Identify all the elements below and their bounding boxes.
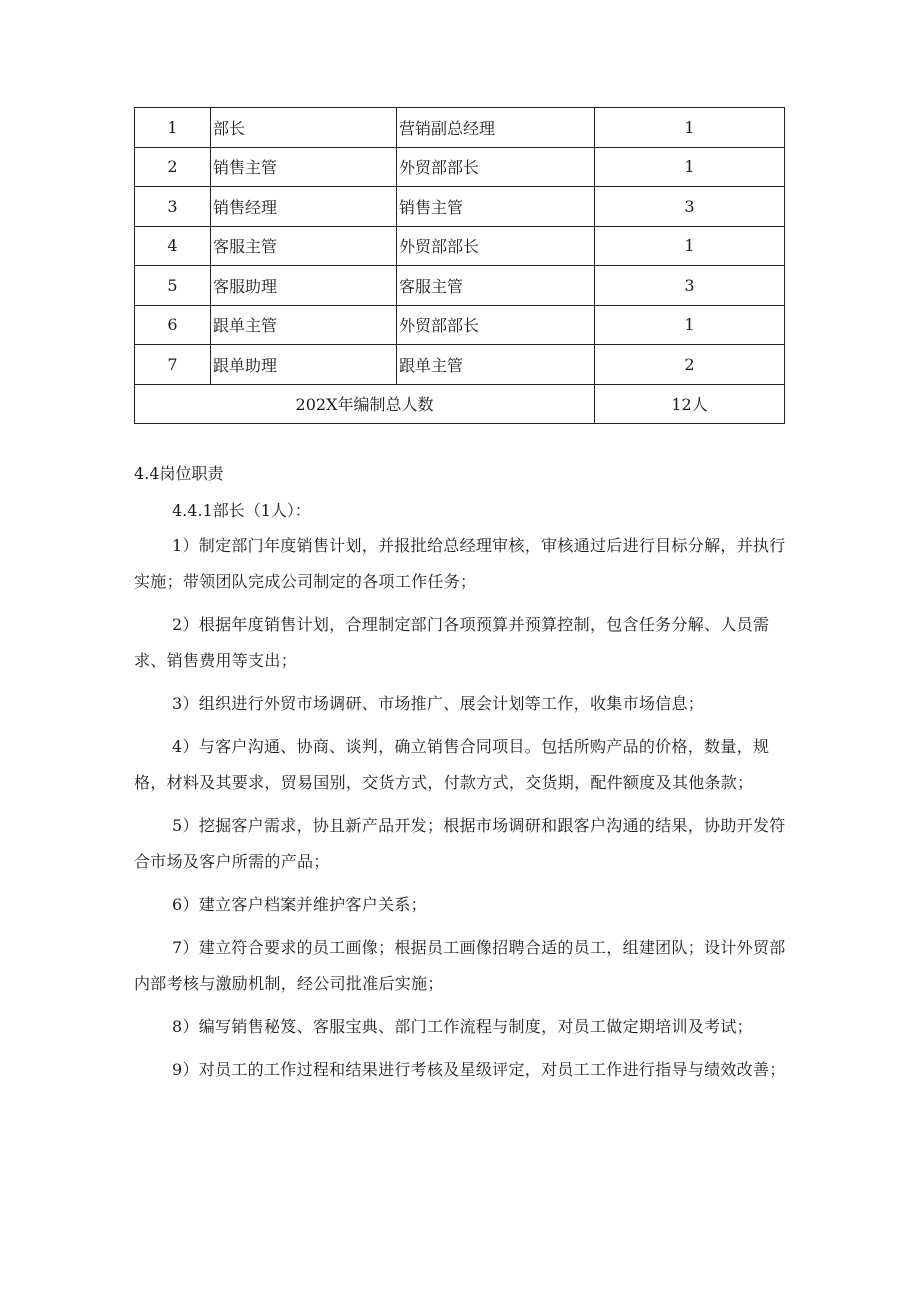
duty-item: 8）编写销售秘笈、客服宝典、部门工作流程与制度，对员工做定期培训及考试； [172,1017,753,1036]
headcount: 1 [595,147,785,187]
duty-item: 5）挖掘客户需求，协且新产品开发；根据市场调研和跟客户沟通的结果，协助开发符合市场及客户所需的产品； [134,816,786,871]
table-row [135,226,785,266]
position-name: 跟单助理 [211,345,397,385]
headcount: 3 [595,187,785,227]
total-value: 12人 [595,384,785,424]
position-name: 客服助理 [211,266,397,306]
headcount: 1 [595,108,785,148]
staffing-table-body [135,108,785,424]
duty-item: 6）建立客户档案并维护客户关系； [172,895,427,914]
supervisor-name: 客服主管 [397,266,595,306]
headcount: 2 [595,345,785,385]
supervisor-name: 外贸部部长 [397,226,595,266]
position-name: 部长 [211,108,397,148]
table-row [135,345,785,385]
duty-item: 4）与客户沟通、协商、谈判，确立销售合同项目。包括所购产品的价格，数量，规格，材料及其要求，贸易国别，交货方式，付款方式，交货期，配件额度及其他条款； [134,737,770,792]
table-row [135,187,785,227]
table-row [135,305,785,345]
staffing-table [134,107,785,424]
subsection-heading: 4.4.1部长（1人）： [172,501,311,520]
duty-item: 9）对员工的工作过程和结果进行考核及星级评定，对员工工作进行指导与绩效改善； [172,1060,786,1079]
row-number: 2 [135,147,211,187]
duty-item: 1）制定部门年度销售计划，并报批给总经理审核，审核通过后进行目标分解，并执行实施；带领团队完成公司制定的各项工作任务； [134,536,786,591]
row-number: 5 [135,266,211,306]
row-number: 6 [135,305,211,345]
row-number: 1 [135,108,211,148]
headcount: 3 [595,266,785,306]
table-row [135,147,785,187]
supervisor-name: 外贸部部长 [397,305,595,345]
duty-item: 3）组织进行外贸市场调研、市场推广、展会计划等工作，收集市场信息； [172,694,705,713]
position-name: 跟单主管 [211,305,397,345]
supervisor-name: 营销副总经理 [397,108,595,148]
total-label: 202X年编制总人数 [135,384,595,424]
section-heading: 4.4岗位职责 [134,464,224,483]
row-number: 4 [135,226,211,266]
duty-list [134,528,789,1095]
supervisor-name: 外贸部部长 [397,147,595,187]
headcount: 1 [595,226,785,266]
table-row [135,108,785,148]
position-name: 客服主管 [211,226,397,266]
headcount: 1 [595,305,785,345]
position-name: 销售主管 [211,147,397,187]
supervisor-name: 销售主管 [397,187,595,227]
table-row [135,266,785,306]
row-number: 3 [135,187,211,227]
position-name: 销售经理 [211,187,397,227]
table-total-row [135,384,785,424]
supervisor-name: 跟单主管 [397,345,595,385]
duty-item: 7）建立符合要求的员工画像；根据员工画像招聘合适的员工，组建团队；设计外贸部内部考核与激励机制，经公司批准后实施； [134,938,786,993]
row-number: 7 [135,345,211,385]
duty-item: 2）根据年度销售计划，合理制定部门各项预算并预算控制，包含任务分解、人员需求、销售费用等支出； [134,615,770,670]
